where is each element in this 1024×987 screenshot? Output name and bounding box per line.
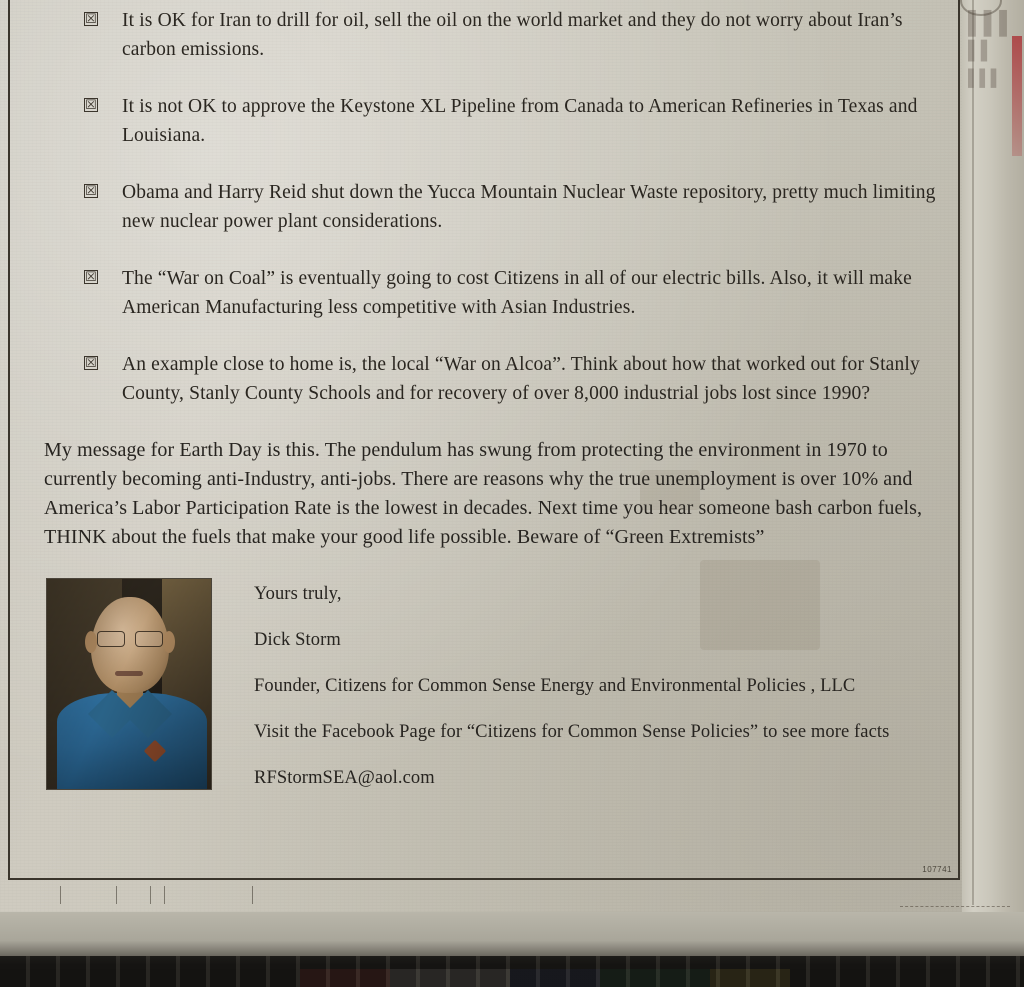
registration-marks (8, 886, 960, 912)
signature-name: Dick Storm (254, 630, 341, 650)
list-item (44, 264, 944, 322)
column-rule (972, 0, 974, 905)
checkbox-x-icon: ☒ (85, 355, 97, 370)
list-item (44, 92, 944, 150)
ghost-text-line: ▌▌▌ (968, 10, 1015, 35)
list-item-text: An example close to home is, the local “War on Alcoa”. Think about how that worked out for Stanly County, Stanly County Schools and for recovery of over 8,000 industrial jobs lost since 1990? (122, 354, 920, 404)
portrait-shading (47, 579, 211, 789)
author-portrait-photo (46, 578, 212, 790)
checkbox-x-icon: ☒ (85, 97, 97, 112)
ghost-text-line: ▌▌ (968, 40, 994, 60)
signature-closing: Yours truly, (254, 584, 342, 604)
article-content (44, 6, 944, 812)
red-edge-mark (1012, 36, 1022, 156)
article-box (8, 0, 960, 880)
print-code: 107741 (922, 865, 952, 874)
checkbox-x-icon: ☒ (85, 11, 97, 26)
closing-message-paragraph: My message for Earth Day is this. The pendulum has swung from protecting the environment in 1970 to currently becoming anti-Industry, anti-jobs. There are reasons why the true unemployment is over 10% and America’s Labor Participation Rate is the lowest in decades. Next time you hear someone bash carbon fuels, THINK about the fuels that make your good life possible. Beware of “Green Extremists” (44, 439, 923, 548)
list-item-text: It is OK for Iran to drill for oil, sell the oil on the world market and they do not worry about Iran’s carbon emissions. (122, 10, 903, 60)
checkbox-x-icon: ☒ (85, 183, 97, 198)
signature-title: Founder, Citizens for Common Sense Energy and Environmental Policies , LLC (254, 676, 856, 696)
ghost-text-line: ▌▌▌ (968, 70, 1003, 87)
list-item (44, 350, 944, 408)
checkbox-x-icon: ☒ (85, 269, 97, 284)
trim-dash-line (900, 906, 1010, 908)
list-item (44, 6, 944, 64)
list-item-text: The “War on Coal” is eventually going to cost Citizens in all of our electric bills. Also, it will make American Manufacturing less competitive with Asian Industries. (122, 268, 912, 318)
signature-block (44, 578, 944, 812)
signature-email: RFStormSEA@aol.com (254, 768, 435, 788)
list-item (44, 178, 944, 236)
signature-lines (254, 578, 889, 812)
scanner-edge-strip (0, 956, 1024, 987)
list-item-text: It is not OK to approve the Keystone XL Pipeline from Canada to American Refineries in Texas and Louisiana. (122, 96, 918, 146)
list-item-text: Obama and Harry Reid shut down the Yucca Mountain Nuclear Waste repository, pretty much limiting new nuclear power plant considerations. (122, 182, 936, 232)
bullet-list (44, 6, 944, 408)
signature-facebook-note: Visit the Facebook Page for “Citizens for Common Sense Policies” to see more facts (254, 722, 890, 742)
